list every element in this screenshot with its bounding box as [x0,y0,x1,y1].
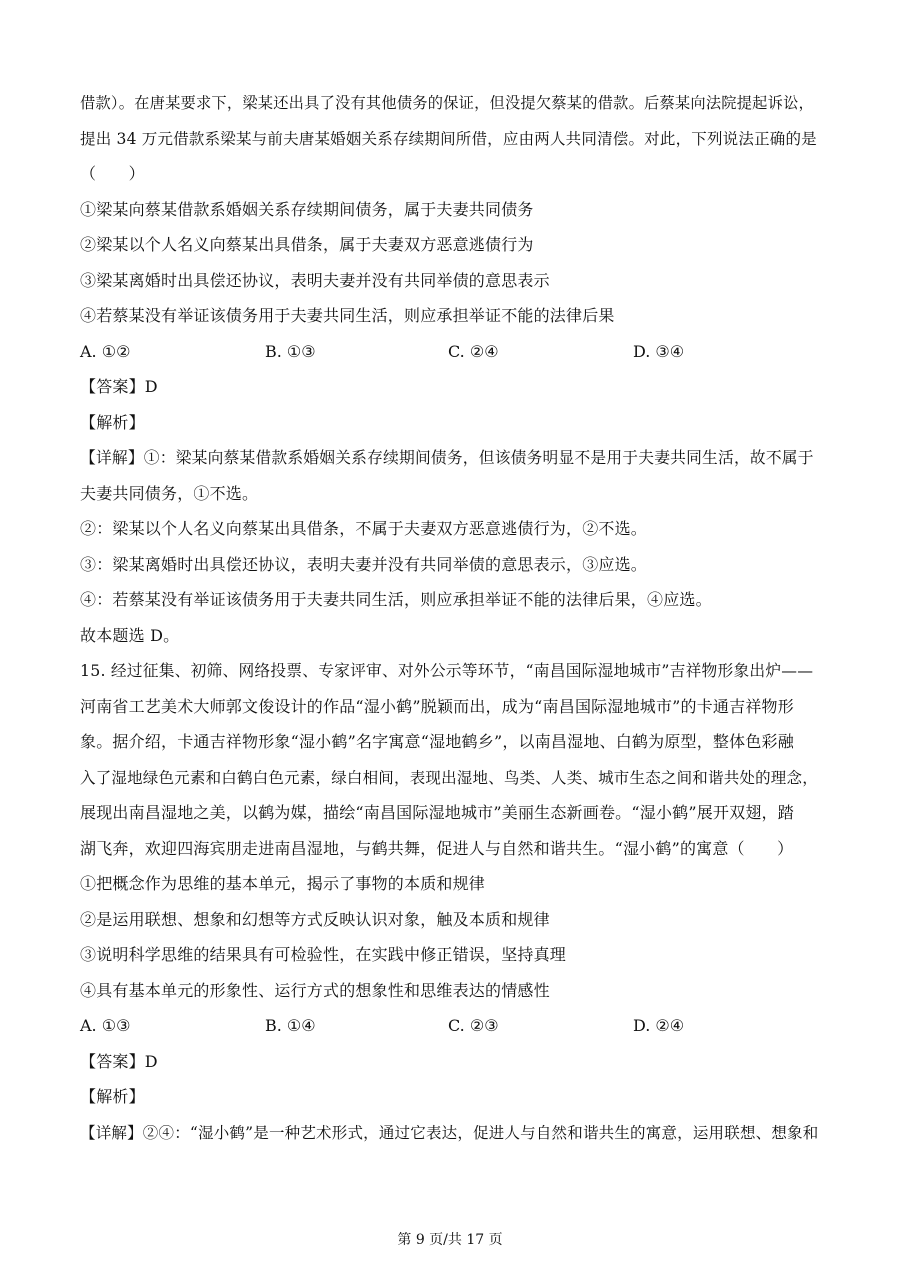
q15-option-d: D. ②④ [633,1016,685,1035]
q14-option-c: C. ②④ [448,342,499,361]
page-footer: 第 9 页/共 17 页 [397,1232,503,1248]
q15-statement-4: ④具有基本单元的形象性、运行方式的想象性和思维表达的情感性 [80,981,550,1000]
q14-analysis-label: 【解析】 [80,413,145,432]
q15-option-c: C. ②③ [448,1016,499,1035]
q15-stem-line: 展现出南昌湿地之美，以鹤为媒，描绘“南昌国际湿地城市”美丽生态新画卷。“湿小鹤”展开双翅，踏 [80,803,794,822]
q14-stem-line: 提出 34 万元借款系梁某与前夫唐某婚姻关系存续期间所借，应由两人共同清偿。对此，下列说法正确的是 [80,130,817,148]
q14-detail-line: ④：若蔡某没有举证该债务用于夫妻共同生活，则应承担举证不能的法律后果，④应选。 [80,590,712,609]
q15-option-b: B. ①④ [265,1016,316,1035]
q15-stem-line: 河南省工艺美术大师郭文俊设计的作品“湿小鹤”脱颖而出，成为“南昌国际湿地城市”的卡通吉祥物形 [80,697,794,716]
q14-options [80,341,820,363]
q15-analysis-label: 【解析】 [80,1087,145,1106]
q14-statement-4: ④若蔡某没有举证该债务用于夫妻共同生活，则应承担举证不能的法律后果 [80,306,615,325]
q15-statement-2: ②是运用联想、想象和幻想等方式反映认识对象，触及本质和规律 [80,910,550,929]
q15-answer: 【答案】D [80,1052,158,1071]
q14-statement-2: ②梁某以个人名义向蔡某出具借条，属于夫妻双方恶意逃债行为 [80,235,534,254]
q14-detail-line: ③：梁某离婚时出具偿还协议，表明夫妻并没有共同举债的意思表示，③应选。 [80,555,648,574]
q15-detail-line: 【详解】②④：“湿小鹤”是一种艺术形式，通过它表达，促进人与自然和谐共生的寓意，运用联想、想象和 [80,1124,819,1142]
q15-statement-1: ①把概念作为思维的基本单元，揭示了事物的本质和规律 [80,874,486,893]
q14-statement-3: ③梁某离婚时出具偿还协议，表明夫妻并没有共同举债的意思表示 [80,271,550,290]
q14-option-a: A. ①② [80,342,131,361]
q14-option-d: D. ③④ [633,342,685,361]
q15-stem-line: 湖飞奔，欢迎四海宾朋走进南昌湿地，与鹤共舞，促进人与自然和谐共生。“湿小鹤”的寓意（ ） [80,839,794,858]
q14-answer: 【答案】D [80,377,158,396]
q15-options [80,1015,820,1037]
q15-stem-line: 15. 经过征集、初筛、网络投票、专家评审、对外公示等环节，“南昌国际湿地城市”吉祥物形象出炉—— [80,661,814,680]
q15-stem-line: 入了湿地绿色元素和白鹤白色元素，绿白相间，表现出湿地、鸟类、人类、城市生态之间和谐共处的理念， [80,769,818,787]
q14-stem-line: 借款）。在唐某要求下，梁某还出具了没有其他债务的保证，但没提欠蔡某的借款。后蔡某向法院提起诉讼， [80,94,814,112]
q14-conclusion: 故本题选 D。 [80,626,180,645]
q14-statement-1: ①梁某向蔡某借款系婚姻关系存续期间债务，属于夫妻共同债务 [80,200,534,219]
q14-detail-line: 夫妻共同债务，①不选。 [80,484,259,503]
q14-option-b: B. ①③ [265,342,316,361]
q15-stem-line: 象。据介绍，卡通吉祥物形象“湿小鹤”名字寓意“湿地鹤乡”，以南昌湿地、白鹤为原型，整体色彩融 [80,732,794,751]
q15-option-a: A. ①③ [80,1016,131,1035]
q15-statement-3: ③说明科学思维的结果具有可检验性，在实践中修正错误，坚持真理 [80,945,567,964]
q14-detail-line: 【详解】①：梁某向蔡某借款系婚姻关系存续期间债务，但该债务明显不是用于夫妻共同生活，故不属于 [80,448,814,467]
q14-detail-line: ②：梁某以个人名义向蔡某出具借条，不属于夫妻双方恶意逃债行为，②不选。 [80,519,648,538]
q14-stem-bracket: （ ） [80,164,145,183]
